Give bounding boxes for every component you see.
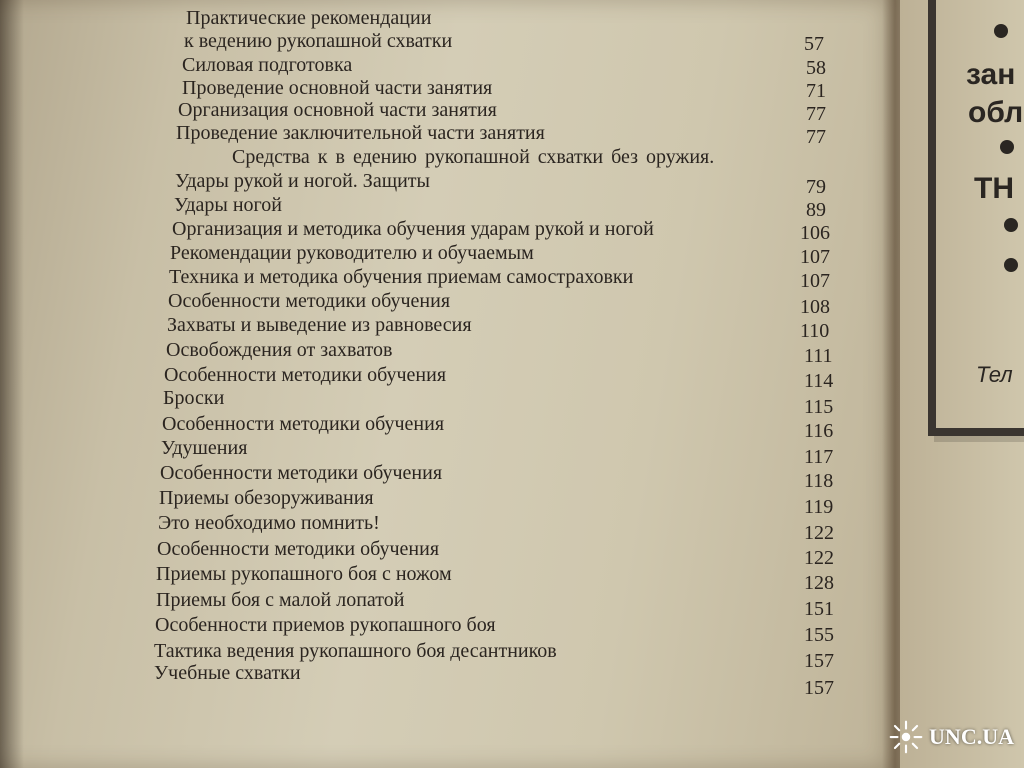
toc-page-number: 155: [804, 624, 834, 646]
section-heading: Средства к в едению рукопашной схватки без оружия.: [232, 146, 715, 168]
toc-entry-title: Особенности приемов рукопашного боя: [155, 614, 496, 636]
toc-page-number: 108: [800, 296, 830, 318]
toc-page-number: 89: [806, 199, 826, 221]
bullet-icon: [1000, 140, 1014, 154]
toc-entry-title: Силовая подготовка: [182, 54, 353, 76]
toc-entry-title: Особенности методики обучения: [162, 413, 445, 435]
toc-page-number: 119: [804, 496, 834, 518]
bullet-icon: [994, 24, 1008, 38]
toc-page-number: 157: [804, 650, 834, 672]
ad-fragment: зан: [966, 58, 1016, 91]
ad-phone-label: Тел: [976, 362, 1013, 387]
toc-page-number: 107: [800, 246, 830, 268]
toc-entry-title: Проведение заключительной части занятия: [176, 122, 545, 144]
toc-entry-title: Захваты и выведение из равновесия: [167, 314, 472, 336]
ad-fragment: ТН: [974, 172, 1014, 205]
watermark: [889, 720, 1014, 754]
toc-entry-title: Техника и методика обучения приемам самостраховки: [169, 266, 634, 288]
adjacent-page: [900, 0, 1024, 768]
watermark-text: UNC.UA: [929, 724, 1014, 749]
toc-page-number: 114: [804, 370, 834, 392]
toc-entry-title: Проведение основной части занятия: [182, 77, 493, 99]
toc-entry-title: Удушения: [161, 437, 248, 459]
toc-entry-title: Учебные схватки: [154, 662, 301, 684]
toc-page-number: 115: [804, 396, 834, 418]
toc-entry-title: Организация основной части занятия: [178, 99, 497, 121]
toc-entry-title: Рекомендации руководителю и обучаемым: [170, 242, 534, 264]
toc-entry-title: Удары рукой и ногой. Защиты: [175, 170, 430, 192]
toc-page-number: 106: [800, 222, 830, 244]
toc-page-number: 117: [804, 446, 834, 468]
toc-entry-title: Приемы боя с малой лопатой: [156, 589, 405, 611]
toc-entry-title: Приемы обезоруживания: [159, 487, 374, 509]
toc-page-number: 79: [806, 176, 826, 198]
toc-entry-title: Удары ногой: [174, 194, 282, 216]
toc-entry-title: Особенности методики обучения: [160, 462, 443, 484]
toc-page-number: 57: [804, 33, 824, 55]
toc-page-number: 110: [800, 320, 830, 342]
toc-page-number: 77: [806, 103, 826, 125]
bullet-icon: [1004, 258, 1018, 272]
sunburst-logo-icon: [889, 720, 923, 754]
toc-page-number: 151: [804, 598, 834, 620]
toc-page-number: 111: [804, 345, 833, 367]
toc-page-number: 157: [804, 677, 834, 699]
toc-page-number: 116: [804, 420, 834, 442]
toc-entry-title: Это необходимо помнить!: [158, 512, 380, 534]
toc-entry-title: Броски: [163, 387, 225, 409]
toc-page-number: 58: [806, 57, 826, 79]
toc-page-number: 122: [804, 522, 834, 544]
bullet-icon: [1004, 218, 1018, 232]
toc-entry-title: Особенности методики обучения: [164, 364, 447, 386]
toc-entry-title: Организация и методика обучения ударам рукой и ногой: [172, 218, 654, 240]
toc-page-number: 71: [806, 80, 826, 102]
toc-entry-title: Особенности методики обучения: [168, 290, 451, 312]
toc-page-number: 122: [804, 547, 834, 569]
toc-entry-title: Практические рекомендации: [186, 7, 432, 29]
toc-entry-title: Особенности методики обучения: [157, 538, 440, 560]
toc-entry-title: Тактика ведения рукопашного боя десантников: [154, 640, 557, 662]
toc-page-number: 118: [804, 470, 834, 492]
toc-entry-title: к ведению рукопашной схватки: [184, 30, 453, 52]
ad-fragment: обл: [968, 96, 1024, 129]
toc-entry-title: Освобождения от захватов: [166, 339, 393, 361]
toc-entry-title: Приемы рукопашного боя с ножом: [156, 563, 452, 585]
toc-page-number: 107: [800, 270, 830, 292]
toc-page-number: 128: [804, 572, 834, 594]
toc-page-number: 77: [806, 126, 826, 148]
